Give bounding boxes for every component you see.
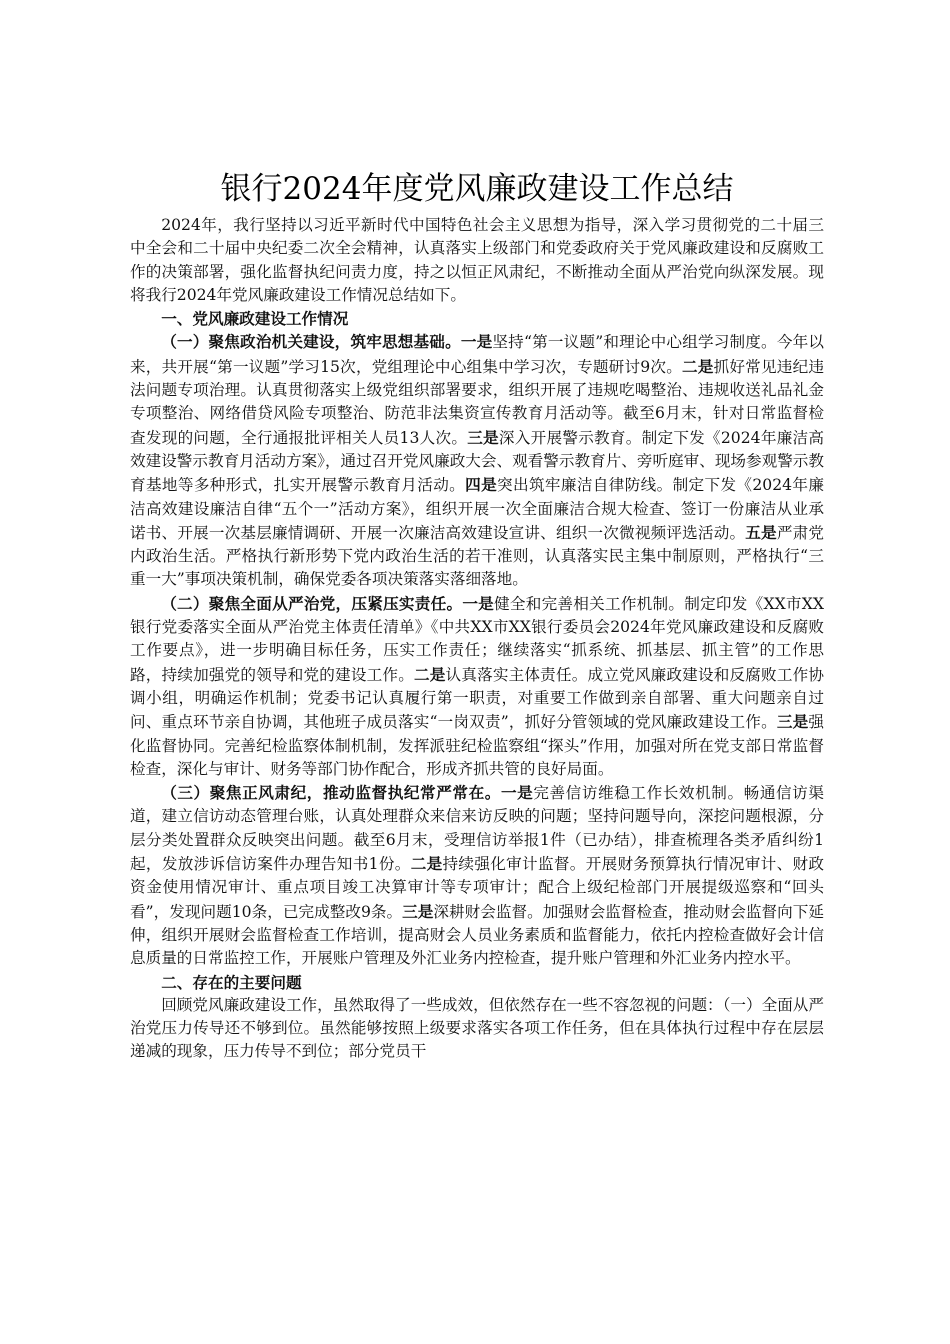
point-keyword: 五是 [745, 522, 777, 542]
point-keyword: 二是 [413, 664, 446, 684]
point-keyword: 三是 [402, 901, 434, 921]
point-keyword: 四是 [465, 475, 498, 495]
point-keyword: 二是 [410, 854, 443, 874]
section2-heading: 二、存在的主要问题 [161, 972, 302, 992]
point-text: 完善信访维稳工作长效机制。畅通信访渠道，建立信访动态管理台账，认真处理群众来信来访反映的问题；坚持问题导向，深挖问题根源，分层分类处置群众反映突出问题。截至6月末，受理信访举报1件（已办结），排查梳理各类矛盾纠纷1起，发放涉诉信访案件办理告知书1份。 [130, 784, 824, 874]
point-text: 坚持“第一议题”和理论中心组学习制度。今年以来，共开展“第一议题”学习15次，党组理论中心组集中学习次，专题研讨9次。 [130, 333, 824, 376]
point-text: 深入开展警示教育。制定下发《2024年廉洁高效建设警示教育月活动方案》，通过召开党风廉政大会、观看警示教育片、旁听庭审、现场参观警示教育基地等多种形式，扎实开展警示教育月活动。 [130, 428, 824, 495]
point-keyword: 一是 [460, 332, 493, 352]
point-text: 强化监督协同。完善纪检监察体制机制，发挥派驻纪检监察组“探头”作用，加强对所在党支部日常监督检查，深化与审计、财务等部门协作配合，形成齐抓共管的良好局面。 [130, 713, 824, 778]
section1-paragraph-3 [130, 781, 824, 970]
document-title: 银行2024年度党风廉政建设工作总结 [220, 171, 734, 207]
section1-heading: 一、党风廉政建设工作情况 [161, 309, 349, 329]
point-keyword: 三是 [467, 427, 499, 447]
section2-paragraph-1: 回顾党风廉政建设工作，虽然取得了一些成效，但依然存在一些不容忽视的问题：（一）全面从严治党压力传导还不够到位。虽然能够按照上级要求落实各项工作任务，但在具体执行过程中存在层层递减的现象，压力传导不到位；部分党员干 [130, 995, 824, 1061]
point-keyword: 二是 [682, 356, 714, 376]
subheading-lead: （一）聚焦政治机关建设，筑牢思想基础。 [161, 332, 461, 352]
section1-paragraph-2 [130, 592, 824, 781]
subheading-lead: （三）聚焦正风肃纪，推动监督执纪常严常在。 [161, 783, 501, 803]
point-text: 认真落实主体责任。成立党风廉政建设和反腐败工作协调小组，明确运作机制；党委书记认真履行第一职责，对重要工作做到亲自部署、重大问题亲自过问、重点环节亲自协调，其他班子成员落实“一岗双责”，抓好分管领域的党风廉政建设工作。 [130, 665, 824, 732]
section1-paragraph-1 [130, 330, 824, 591]
document-page [130, 166, 824, 1064]
intro-paragraph: 2024年，我行坚持以习近平新时代中国特色社会主义思想为指导，深入学习贯彻党的二十届三中全会和二十届中央纪委二次全会精神，认真落实上级部门和党委政府关于党风廉政建设和反腐败工作的决策部署，强化监督执纪问责力度，持之以恒正风肃纪，不断推动全面从严治党向纵深发展。现将我行2024年党风廉政建设工作情况总结如下。 [130, 216, 824, 304]
point-text: 突出筑牢廉洁自律防线。制定下发《2024年廉洁高效建设廉洁自律“五个一”活动方案》，组织开展一次全面廉洁合规大检查、签订一份廉洁从业承诺书、开展一次基层廉情调研、开展一次廉洁高效建设宣讲、组织一次微视频评选活动。 [130, 476, 824, 542]
point-keyword: 一是 [500, 783, 534, 803]
point-text: 深耕财会监督。加强财会监督检查，推动财会监督向下延伸，组织开展财会监督检查工作培训，提高财会人员业务素质和监督能力，依托内控检查做好会计信息质量的日常监控工作，开展账户管理及外汇业务内控检查，提升账户管理和外汇业务内控水平。 [130, 902, 824, 968]
point-text: 健全和完善相关工作机制。制定印发《XX市XX银行党委落实全面从严治党主体责任清单》《中共XX市XX银行委员会2024年党风廉政建设和反腐败工作要点》，进一步明确目标任务，压实工作责任；继续落实“抓系统、抓基层、抓主管”的工作思路，持续加强党的领导和党的建设工作。 [130, 594, 824, 684]
point-keyword: 三是 [776, 712, 809, 732]
point-text: 严肃党内政治生活。严格执行新形势下党内政治生活的若干准则，认真落实民主集中制原则，严格执行“三重一大”事项决策机制，确保党委各项决策落实落细落地。 [130, 523, 824, 589]
point-keyword: 一是 [462, 593, 495, 613]
point-text: 持续强化审计监督。开展财务预算执行情况审计、财政资金使用情况审计、重点项目竣工决算审计等专项审计；配合上级纪检部门开展提级巡察和“回头看”，发现问题10条，已完成整改9条。 [130, 855, 824, 921]
subheading-lead: （二）聚焦全面从严治党，压紧压实责任。 [161, 593, 463, 613]
point-text: 抓好常见违纪违法问题专项治理。认真贯彻落实上级党组织部署要求，组织开展了违规吃喝整治、违规收送礼品礼金专项整治、网络借贷风险专项整治、防范非法集资宣传教育月活动等。截至6月末，针对日常监督检查发现的问题，全行通报批评相关人员13人次。 [130, 357, 824, 447]
